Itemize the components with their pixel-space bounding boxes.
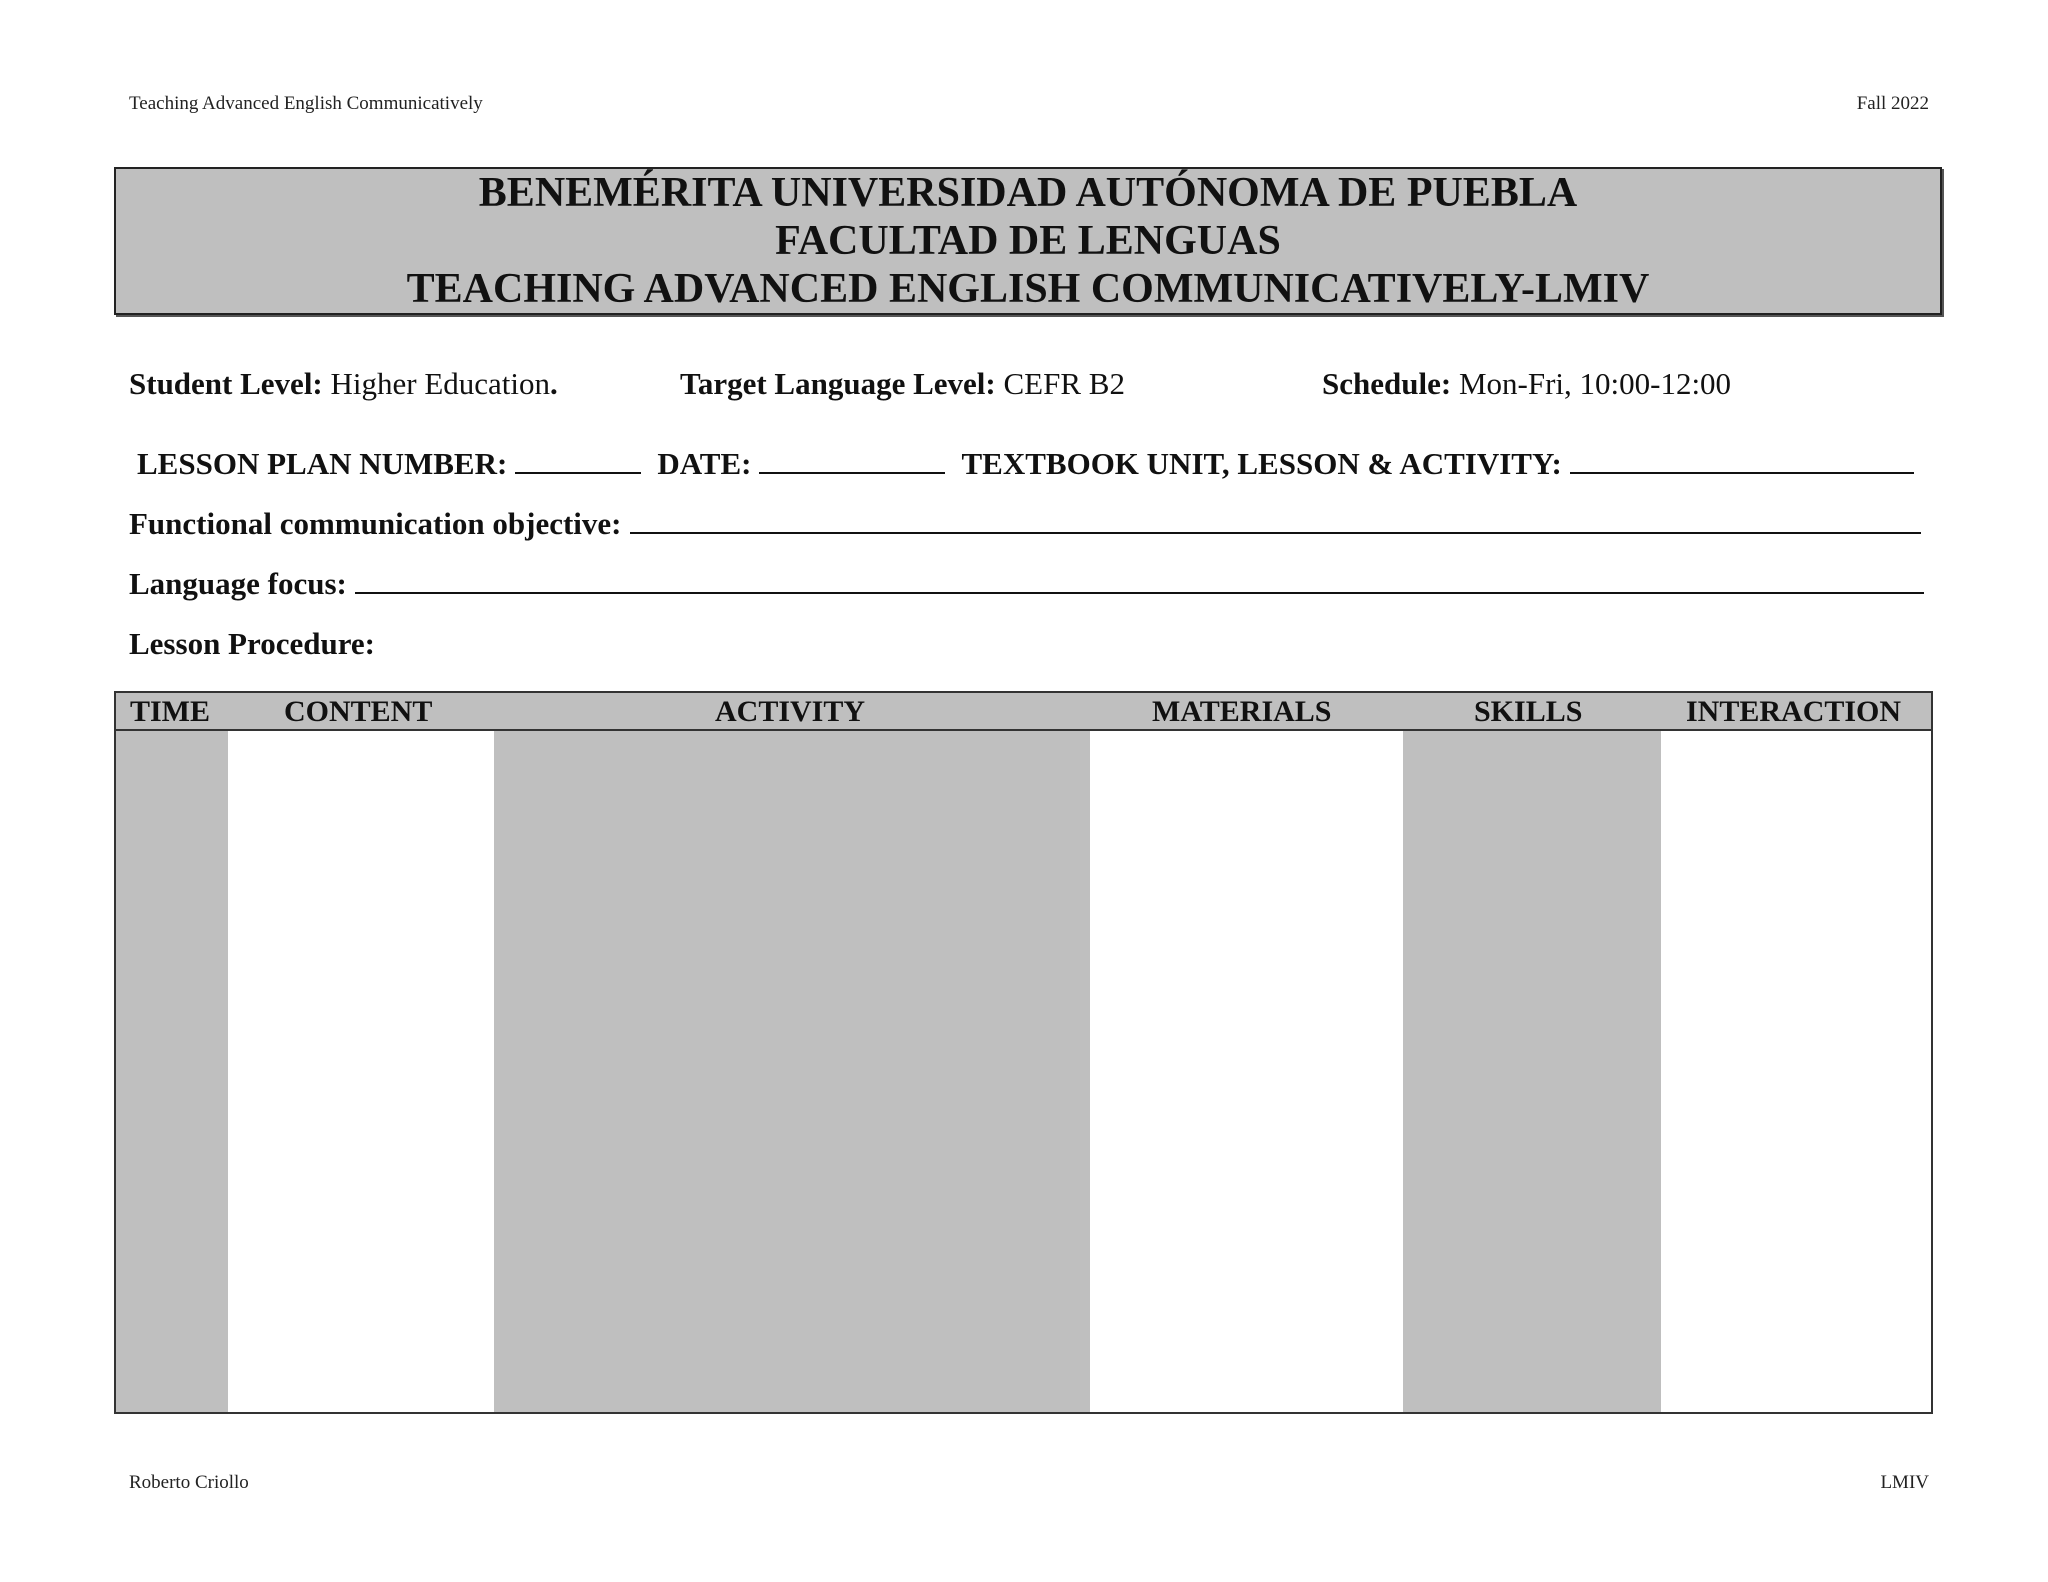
language-focus-row bbox=[129, 566, 1924, 602]
schedule-value: Mon-Fri, 10:00-12:00 bbox=[1458, 366, 1732, 401]
interaction-column-cell[interactable] bbox=[1661, 731, 1930, 1412]
textbook-field[interactable] bbox=[1570, 448, 1914, 474]
student-level bbox=[129, 366, 558, 402]
objective-field[interactable] bbox=[630, 508, 1921, 534]
running-header-left: Teaching Advanced English Communicatively bbox=[129, 93, 483, 114]
target-language-level-value: CEFR B2 bbox=[1003, 366, 1125, 401]
student-level-value: Higher Education bbox=[330, 366, 551, 401]
materials-column-cell[interactable] bbox=[1090, 731, 1403, 1412]
objective-label: Functional communication objective: bbox=[129, 506, 622, 541]
time-column-cell[interactable] bbox=[116, 731, 228, 1412]
column-header-content: CONTENT bbox=[284, 695, 433, 728]
language-focus-field[interactable] bbox=[355, 568, 1924, 594]
running-footer-left: Roberto Criollo bbox=[129, 1472, 249, 1493]
target-language-level bbox=[680, 366, 1125, 402]
textbook-label: TEXTBOOK UNIT, LESSON & ACTIVITY: bbox=[961, 446, 1562, 481]
table-header-row bbox=[116, 693, 1931, 731]
date-field[interactable] bbox=[759, 448, 945, 474]
activity-column-cell[interactable] bbox=[494, 731, 1090, 1412]
university-name: BENEMÉRITA UNIVERSIDAD AUTÓNOMA DE PUEBLA bbox=[478, 170, 1578, 216]
column-header-interaction: INTERACTION bbox=[1686, 695, 1902, 728]
lesson-plan-row bbox=[137, 446, 1914, 482]
lesson-procedure-row bbox=[129, 626, 375, 662]
column-header-materials: MATERIALS bbox=[1152, 695, 1332, 728]
column-header-activity: ACTIVITY bbox=[715, 695, 866, 728]
objective-row bbox=[129, 506, 1921, 542]
running-header-right: Fall 2022 bbox=[1856, 93, 1929, 114]
lesson-plan-number-label: LESSON PLAN NUMBER: bbox=[137, 446, 508, 481]
table-body bbox=[116, 731, 1931, 1412]
column-header-skills: SKILLS bbox=[1474, 695, 1583, 728]
schedule bbox=[1322, 366, 1731, 402]
target-language-level-label: Target Language Level: bbox=[680, 366, 996, 401]
lesson-procedure-label: Lesson Procedure: bbox=[129, 626, 375, 661]
course-name: TEACHING ADVANCED ENGLISH COMMUNICATIVELY-LMIV bbox=[406, 266, 1650, 312]
student-level-label: Student Level: bbox=[129, 366, 323, 401]
running-footer-right: LMIV bbox=[1880, 1472, 1929, 1493]
language-focus-label: Language focus: bbox=[129, 566, 347, 601]
title-box bbox=[114, 167, 1942, 315]
date-label: DATE: bbox=[657, 446, 752, 481]
lesson-plan-number-field[interactable] bbox=[515, 448, 641, 474]
content-column-cell[interactable] bbox=[228, 731, 494, 1412]
faculty-name: FACULTAD DE LENGUAS bbox=[775, 218, 1281, 264]
skills-column-cell[interactable] bbox=[1403, 731, 1661, 1412]
schedule-label: Schedule: bbox=[1322, 366, 1452, 401]
column-header-time: TIME bbox=[130, 695, 211, 728]
lesson-procedure-table bbox=[114, 691, 1933, 1414]
student-level-period: . bbox=[550, 366, 558, 401]
